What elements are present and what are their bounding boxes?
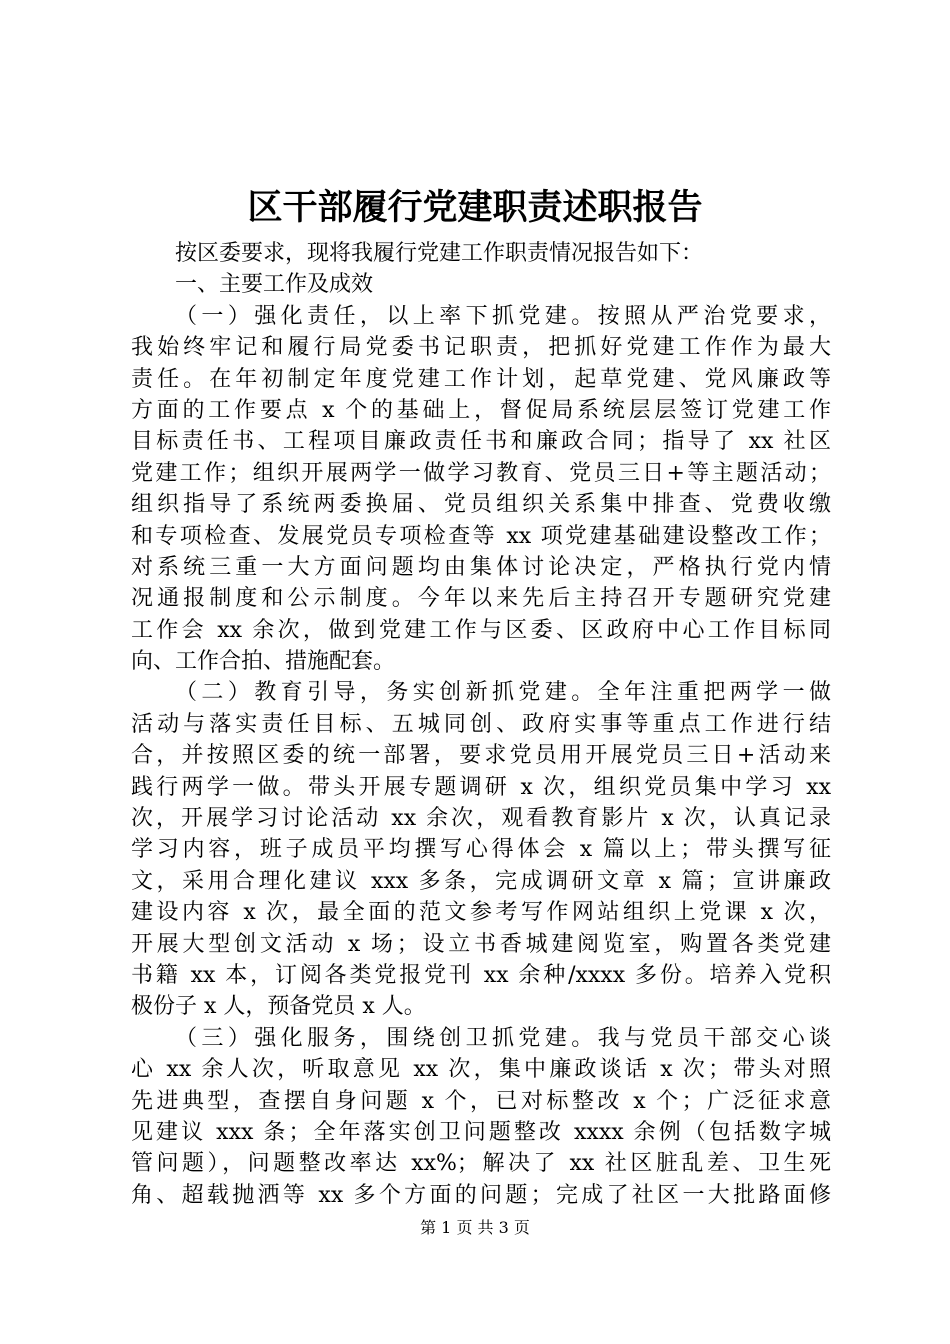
text-line: 心 xx 余人次，听取意见 xx 次，集中廉政谈话 x 次；带头对照: [131, 1057, 831, 1083]
text-line: （三）强化服务，围绕创卫抓党建。我与党员干部交心谈: [175, 1025, 831, 1051]
text-line: 极份子 x 人，预备党员 x 人。: [131, 994, 426, 1020]
text-line: 我始终牢记和履行局党委书记职责，把抓好党建工作作为最大: [131, 335, 831, 361]
text-line: 方面的工作要点 x 个的基础上，督促局系统层层签订党建工作: [131, 397, 831, 423]
text-line: 合，并按照区委的统一部署，要求党员用开展党员三日+活动来: [131, 743, 831, 769]
text-line: 和专项检查、发展党员专项检查等 xx 项党建基础建设整改工作；: [131, 523, 831, 549]
text-line: 建设内容 x 次，最全面的范文参考写作网站组织上党课 x 次，: [131, 900, 831, 926]
text-line: 次，开展学习讨论活动 xx 余次，观看教育影片 x 次，认真记录: [131, 806, 831, 832]
text-line: 开展大型创文活动 x 场；设立书香城建阅览室，购置各类党建: [131, 931, 831, 957]
text-line: 践行两学一做。带头开展专题调研 x 次，组织党员集中学习 xx: [131, 774, 831, 800]
document-title: 区干部履行党建职责述职报告: [247, 187, 703, 228]
text-line: （一）强化责任，以上率下抓党建。按照从严治党要求，: [175, 303, 831, 329]
text-line: 对系统三重一大方面问题均由集体讨论决定，严格执行党内情: [131, 554, 831, 580]
text-line: 书籍 xx 本，订阅各类党报党刊 xx 余种/xxxx 多份。培养入党积: [131, 962, 831, 988]
text-line: 责任。在年初制定年度党建工作计划，起草党建、党风廉政等: [131, 366, 831, 392]
text-line: 活动与落实责任目标、五城同创、政府实事等重点工作进行结: [131, 711, 831, 737]
text-line: 组织指导了系统两委换届、党员组织关系集中排查、党费收缴: [131, 492, 831, 518]
text-line: 向、工作合拍、措施配套。: [131, 649, 396, 675]
text-line: 管问题），问题整改率达 xx%；解决了 xx 社区脏乱差、卫生死: [131, 1151, 831, 1177]
text-line: 文，采用合理化建议 xxx 多条，完成调研文章 x 篇；宣讲廉政: [131, 868, 831, 894]
text-line: 学习内容，班子成员平均撰写心得体会 x 篇以上；带头撰写征: [131, 837, 831, 863]
text-line: 目标责任书、工程项目廉政责任书和廉政合同；指导了 xx 社区: [131, 429, 831, 455]
document-body: [131, 238, 831, 1211]
text-line: 一、主要工作及成效: [175, 272, 374, 298]
text-line: 况通报制度和公示制度。今年以来先后主持召开专题研究党建: [131, 586, 831, 612]
page-footer: 第 1 页 共 3 页: [420, 1218, 530, 1237]
text-line: 先进典型，查摆自身问题 x 个，已对标整改 x 个；广泛征求意: [131, 1088, 831, 1114]
text-line: （二）教育引导，务实创新抓党建。全年注重把两学一做: [175, 680, 831, 706]
text-line: 角、超载抛洒等 xx 多个方面的问题；完成了社区一大批路面修: [131, 1182, 831, 1208]
text-line: 党建工作；组织开展两学一做学习教育、党员三日+等主题活动；: [131, 460, 831, 486]
text-line: 工作会 xx 余次，做到党建工作与区委、区政府中心工作目标同: [131, 617, 831, 643]
text-line: 按区委要求，现将我履行党建工作职责情况报告如下：: [175, 241, 704, 266]
text-line: 见建议 xxx 条；全年落实创卫问题整改 xxxx 余例（包括数字城: [131, 1119, 831, 1145]
